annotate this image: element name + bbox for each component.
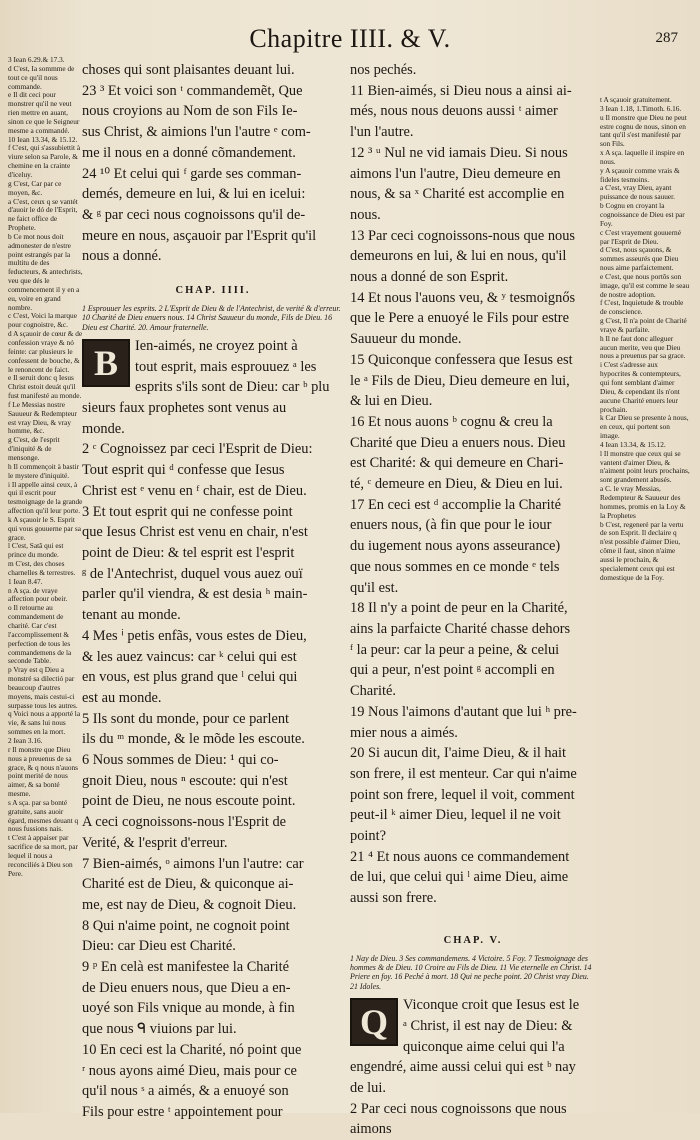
margin-note: d A sçauoir de cœur & de confession vraye & nó feinte: car plusieurs le confessent de bouche, & le renoncent de faict. <box>8 329 83 374</box>
text-line: ᶠ la peur: car la peur a peine, & celui <box>350 641 560 658</box>
chapter-5-heading: CHAP. V. <box>443 934 503 946</box>
left-margin-notes <box>8 56 83 878</box>
page-number: 287 <box>655 30 678 46</box>
margin-note: t A sçauoir gratuitement. <box>600 95 672 104</box>
text-line: que Iesus Christ est venu en chair, n'est <box>82 524 308 541</box>
text-line: son frere, il est menteur. Car qui n'aime <box>350 765 577 782</box>
margin-note: b Cognu en croyant la cognoissance de Dieu est par Foy. <box>600 201 685 228</box>
margin-note: k Car Dieu se presente à nous, en ceux, qui portent son image. <box>600 413 689 441</box>
text-line: de Dieu enuers nous, que Dieu a en- <box>82 979 291 996</box>
text-line: nos pechés. <box>350 62 417 78</box>
margin-note: m C'est, des choses charnelles & terrestres. <box>8 559 76 577</box>
text-line: 17 En ceci est ᵈ accomplie la Charité <box>350 496 562 513</box>
margin-note: q Voici nous a apporté la vie, & sans lui nous sommes en la mort. <box>8 709 81 737</box>
text-line: A ceci cognoissons-nous l'Esprit de <box>82 814 287 831</box>
text-line: du iugement nous ayons asseurance) <box>350 538 561 555</box>
text-line: parler qu'il viendra, & est desia ʰ main- <box>82 586 308 603</box>
right-margin-notes <box>600 96 690 582</box>
text-line: l'un l'autre. <box>350 124 414 141</box>
text-line: nous a donné. <box>82 248 162 265</box>
running-head: Chapitre IIII. & V. <box>249 24 451 53</box>
margin-note: i C'est s'adresse aux hypocrites & contempteurs, qui font semblant d'aimer Dieu, & cependant ils n'ont aucune Charité enuers leur prochain. <box>600 360 681 414</box>
text-line: demés, demeure en lui, & lui en icelui: <box>82 186 306 203</box>
margin-note: 3 Iean 1.18, 1.Timoth. 6.16. <box>600 103 682 113</box>
text-line: point? <box>350 828 386 845</box>
text-line: Christ est ᵉ venu en ᶠ chair, est de Dieu. <box>82 482 307 499</box>
margin-note: u Il monstre que Dieu ne peut estre cognu de nous, sinon en tant qu'il s'est manifesté par son Fils. <box>600 112 687 149</box>
text-line: més, nous nous deuons aussi ᵗ aimer <box>350 103 558 120</box>
margin-note: c C'est vrayement gouuerné par l'Esprit de Dieu. <box>600 227 681 246</box>
text-line: 2 ᶜ Cognoissez par ceci l'Esprit de Dieu: <box>82 441 313 458</box>
text-line: aimons <box>350 1121 392 1138</box>
text-line: meure en nous, asçauoir par l'Esprit qu'il <box>82 227 317 244</box>
text-line: 6 Nous sommes de Dieu: ¹ qui co- <box>82 752 279 769</box>
chapter-5-summary: 1 Nay de Dieu. 3 Ses commandemens. 4 Victoire. 5 Foy. 7 Tesmoignage des hommes & de Dieu. 10 Croire au Fils de Dieu. 11 Vie eternelle en Christ. 14 Priere en foy. 16 Peché à mort. 18 Qui ne peche point. 20 Christ vray Dieu. 21 Idoles. <box>350 953 592 991</box>
text-line: 2 Par ceci nous cognoissons que nous <box>350 1100 567 1117</box>
text-line: tout esprit, mais esprouuez ᵃ les <box>135 358 317 375</box>
margin-note: h Il ne faut donc alleguer aucun merite, veu que Dieu nous a preuenus par sa grace. <box>600 333 686 361</box>
margin-note: s A sça. par sa bonté gratuite, sans auoir égard, mesmes deuant q nous fussions nais. <box>8 797 79 834</box>
text-line: ils du ᵐ monde, & le mõde les escoute. <box>82 731 305 748</box>
text-line: quiconque aime celui qui l'a <box>403 1038 565 1055</box>
margin-note: f C'est, qui s'assubiettit à viure selon sa Parole, & chemine en la crainte d'iceluy. <box>8 143 81 179</box>
text-line: Viconque croit que Iesus est le <box>403 997 580 1014</box>
text-line: demeurons en lui, & lui en nous, qu'il <box>350 248 567 265</box>
margin-note: h Il commençoit à bastir le mystere d'iniquité. <box>8 461 79 480</box>
text-column-left <box>82 60 344 1123</box>
text-line: 9 ᵖ En celà est manifestee la Charité <box>82 959 290 976</box>
text-line: 15 Quiconque confessera que Iesus est <box>350 351 573 368</box>
text-column-right <box>350 60 596 1140</box>
margin-note: o Il retourne au commandement de charité. Car c'est l'accomplissement & perfection de tous les commandemens de la seconde Table. <box>8 603 72 666</box>
text-line: mier nous a aimés. <box>350 724 458 741</box>
text-line: que nous sommes en ce monde ᵉ tels <box>350 558 560 575</box>
text-line: & lui en Dieu. <box>350 393 433 410</box>
chapter-4-heading: CHAP. IIII. <box>175 285 251 297</box>
margin-note: c C'est, Voici la marque pour cognoistre, &c. <box>8 311 77 330</box>
text-line: 4 Mes ⁱ petis enfãs, vous estes de Dieu, <box>82 627 307 644</box>
margin-note: n A sça. de vraye affection pour obeir. <box>8 585 68 604</box>
text-line: & les auez vaincus: car ᵏ celui qui est <box>82 648 297 665</box>
margin-note: a C'est, ceux q se vantét d'auoir le dó de l'Esprit, ne faict office de Prophete. <box>8 196 78 233</box>
text-line: que le Pere a enuoyé le Fils pour estre <box>350 310 569 327</box>
text-line: Dieu: car Dieu est Charité. <box>82 938 236 955</box>
margin-note: d C'est, nous sçauons, & sommes asseurés que Dieu nous aime parfaictement. <box>600 245 679 273</box>
text-line: que nous ᑫ viuions par lui. <box>82 1021 237 1038</box>
margin-note: e Il seruit donc q Iesus Christ estoit deuát qu'il fust manifesté au monde. <box>8 373 82 401</box>
text-line: engendré, aime aussi celui qui est ᵇ nay <box>350 1059 576 1076</box>
text-line: monde. <box>82 420 125 437</box>
text-line: choses qui sont plaisantes deuant lui. <box>82 62 295 78</box>
text-line: 8 Qui n'aime point, ne cognoit point <box>82 917 290 934</box>
text-line: point de Dieu, ne nous escoute point. <box>82 793 296 810</box>
text-line: ʳ nous ayons aimé Dieu, mais pour ce <box>82 1062 297 1079</box>
text-line: point de Dieu: & tel esprit est l'esprit <box>82 544 295 561</box>
text-line: ᵃ Christ, il est nay de Dieu: & <box>403 1017 573 1034</box>
text-line: qu'il nous ˢ a aimés, & a enuoyé son <box>82 1083 289 1100</box>
text-line: aussi son frere. <box>350 890 437 907</box>
margin-note: y A sçauoir comme vrais & fideles tesmoins. <box>600 165 680 184</box>
margin-note: f C'est, Inquietude & trouble de conscience. <box>600 298 684 317</box>
chapter-4-summary: 1 Esprouuer les esprits. 2 L'Esprit de Dieu & de l'Antechrist, de verité & d'erreur. 10 Charité de Dieu enuers nous. 14 Christ Sauueur du monde, Fils de Dieu. 16 Dieu est Charité. 20. Amour fraternelle. <box>82 303 341 332</box>
text-line: qui a peur, n'est point ᵍ accompli en <box>350 662 555 679</box>
text-line: 12 ³ ᵘ Nul ne vid iamais Dieu. Si nous <box>350 144 568 161</box>
text-line: 3 Et tout esprit qui ne confesse point <box>82 503 293 520</box>
margin-note: f Le Messias nostre Sauueur & Redempteur est vray Dieu, & vray homme, &c. <box>8 399 77 436</box>
text-line: ains la parfaicte Charité chasse dehors <box>350 620 571 637</box>
text-line: 20 Si aucun dit, I'aime Dieu, & il hait <box>350 745 567 762</box>
margin-note: x A sça. laquelle il inspire en nous. <box>600 148 685 166</box>
text-line: me il nous en a donné cõmandement. <box>82 144 296 161</box>
text-line: té, ᶜ demeure en Dieu, & Dieu en lui. <box>350 476 563 493</box>
margin-note: i Il appelle ainsi ceux, à qui il escrit pour tesmoignage de la grande affection qu'il leur porte. <box>8 479 83 516</box>
text-line: Charité que Dieu a enuers nous. Dieu <box>350 434 566 451</box>
text-line: tenant au monde. <box>82 607 181 624</box>
chapter-4-body <box>82 336 344 1123</box>
text-line: 21 ⁴ Et nous auons ce commandement <box>350 848 570 865</box>
text-line: 14 Et nous l'auons veu, & ʸ tesmoignős <box>350 289 576 306</box>
text-line: est Charité: & qui demeure en Chari- <box>350 455 564 472</box>
margin-note: l Il monstre que ceux qui se vantent d'aimer Dieu, & n'aiment point leurs prochains, sont grandement abusés. <box>600 448 690 485</box>
margin-note: 1 Iean 8.47. <box>8 576 43 586</box>
text-line: point son frere, lequel il voit, comment <box>350 786 575 803</box>
text-line: Charité est de Dieu, & quiconque ai- <box>82 876 294 893</box>
text-line: 5 Ils sont du monde, pour ce parlent <box>82 710 290 727</box>
text-line: gnoit Dieu, nous ⁿ escoute: qui n'est <box>82 772 288 789</box>
text-line: qu'il est. <box>350 579 399 596</box>
text-line: Fils pour estre ᵗ appointement pour <box>82 1103 283 1120</box>
text-line: 23 ³ Et voici son ᵗ commandemẽt, Que <box>82 82 303 99</box>
text-line: 11 Bien-aimés, si Dieu nous a ainsi ai- <box>350 82 572 99</box>
text-line: Sauueur du monde. <box>350 331 462 348</box>
chapter-5-body <box>350 995 596 1140</box>
margin-note: e C'est, que nous portõs son image, qu'il est comme le seau de nostre adoption. <box>600 271 690 299</box>
text-line: 16 Et nous auons ᵇ cognu & creu la <box>350 413 553 430</box>
margin-note: 3 Iean 6.29.& 17.3. <box>8 55 65 64</box>
text-line: 19 Nous l'aimons d'autant que lui ʰ pre- <box>350 703 577 720</box>
text-line: aimons l'un l'autre, Dieu demeure en <box>350 165 561 182</box>
margin-note: 10 Iean 13.34, & 15.12. <box>8 134 78 144</box>
margin-note: a C. le vray Messias, Redempteur & Sauueur des hommes, promis en la Loy & la Prophetes <box>600 484 686 520</box>
text-line: de lui, que celui qui ˡ aime Dieu, aime <box>350 869 569 886</box>
text-line: Verité, & l'esprit d'erreur. <box>82 834 228 851</box>
margin-note: p Vray est q Dieu a monstré sa dilectió par beaucoup d'autres moyens, mais cestui-ci surpasse tous les autres. <box>8 665 78 710</box>
margin-note: a C'est, vray Dieu, ayant puissance de nous sauuer. <box>600 183 675 202</box>
text-line: est au monde. <box>82 689 162 706</box>
margin-note: t C'est à appaiser par sacrifice de sa mort, par lequel il nous a reconciliés à Dieu son Pere. <box>8 833 78 878</box>
chapter-3-ending <box>82 60 344 267</box>
margin-note: 4 Iean 13.34, & 15.12. <box>600 439 666 449</box>
text-line: nous, & sa ˣ Charité est accomplie en <box>350 186 565 203</box>
text-line: esprits s'ils sont de Dieu: car ᵇ plu <box>135 379 330 396</box>
text-line: sus Christ, & aimions l'un l'autre ᵉ com- <box>82 124 311 141</box>
text-line: peut-il ᵏ aimer Dieu, lequel il ne voit <box>350 807 561 824</box>
margin-note: g C'est, Car par ce moyen, &c. <box>8 178 62 197</box>
drop-cap-b: B <box>82 339 130 387</box>
text-line: ᵍ de l'Antechrist, duquel vous auez ouï <box>82 565 303 582</box>
text-line: 10 En ceci est la Charité, nó point que <box>82 1041 302 1058</box>
margin-note: d C'est, Ia sommme de tout ce qu'il nous commande. <box>8 63 75 91</box>
text-line: sieurs faux prophetes sont venus au <box>82 400 287 417</box>
text-line: de lui. <box>350 1079 386 1096</box>
margin-note: k A sçauoir le S. Esprit qui vous gouuerne par sa grace. <box>8 514 81 542</box>
margin-note: 2 Iean 3.16. <box>8 735 43 745</box>
text-line: nous croyions au Nom de son Fils Ie- <box>82 103 298 120</box>
text-line: Charité. <box>350 683 396 700</box>
text-line: enuers nous, (à fin que pour le iour <box>350 517 552 534</box>
text-line: 18 Il n'y a point de peur en la Charité, <box>350 600 568 617</box>
text-line: 24 ¹⁰ Et celui qui ᶠ garde ses comman- <box>82 165 302 182</box>
text-line: le ᵃ Fils de Dieu, Dieu demeure en lui, <box>350 372 570 389</box>
text-line: Tout esprit qui ᵈ confesse que Iesus <box>82 462 285 479</box>
margin-note: e Il dit ceci pour monstrer qu'il ne veut rien mettre en auant, sinon ce que le Seigneur mesme a commandé. <box>8 90 80 135</box>
text-line: 13 Par ceci cognoissons-nous que nous <box>350 227 576 244</box>
drop-cap-q: Q <box>350 998 398 1046</box>
text-line: Ien-aimés, ne croyez point à <box>135 337 298 354</box>
text-line: nous. <box>350 206 381 223</box>
text-line: 7 Bien-aimés, ᵒ aimons l'un l'autre: car <box>82 855 304 872</box>
margin-note: l C'est, Satã qui est prince du monde. <box>8 541 64 560</box>
chapter-4-continued <box>350 60 596 909</box>
text-line: en vous, est plus grand que ˡ celui qui <box>82 669 298 686</box>
text-line: uoyé son Fils vnique au monde, à fin <box>82 1000 295 1017</box>
margin-note: r Il monstre que Dieu nous a preuenus de sa grace, & q nous n'auons point merité de nous aimer, & sa bonté mesme. <box>8 744 79 799</box>
text-line: nous a donné de son Esprit. <box>350 269 509 286</box>
text-line: & ᵍ par ceci nous cognoissons qu'il de- <box>82 206 306 223</box>
margin-note: b C'est, regeneré par la vertu de son Esprit. Il declaire q n'est possible d'aimer Dieu, cõme il faut, sinon n'aime aussi le prochain, & specialement ceux qui est domestique de la Foy. <box>600 519 684 582</box>
margin-note: b Ce mot nous doit admonester de n'estre point estrangés par la multitu de des feducteurs, & antechrists, veu que dés le commencement il y en a eu, voire en grand nombre. <box>8 231 83 312</box>
text-line: me, est nay de Dieu, & cognoit Dieu. <box>82 896 297 913</box>
margin-note: g C'est, de l'esprit d'iniquité & de mensonge. <box>8 435 60 462</box>
margin-note: g C'est, Il n'a point de Charité vraye & parfaite. <box>600 316 687 334</box>
